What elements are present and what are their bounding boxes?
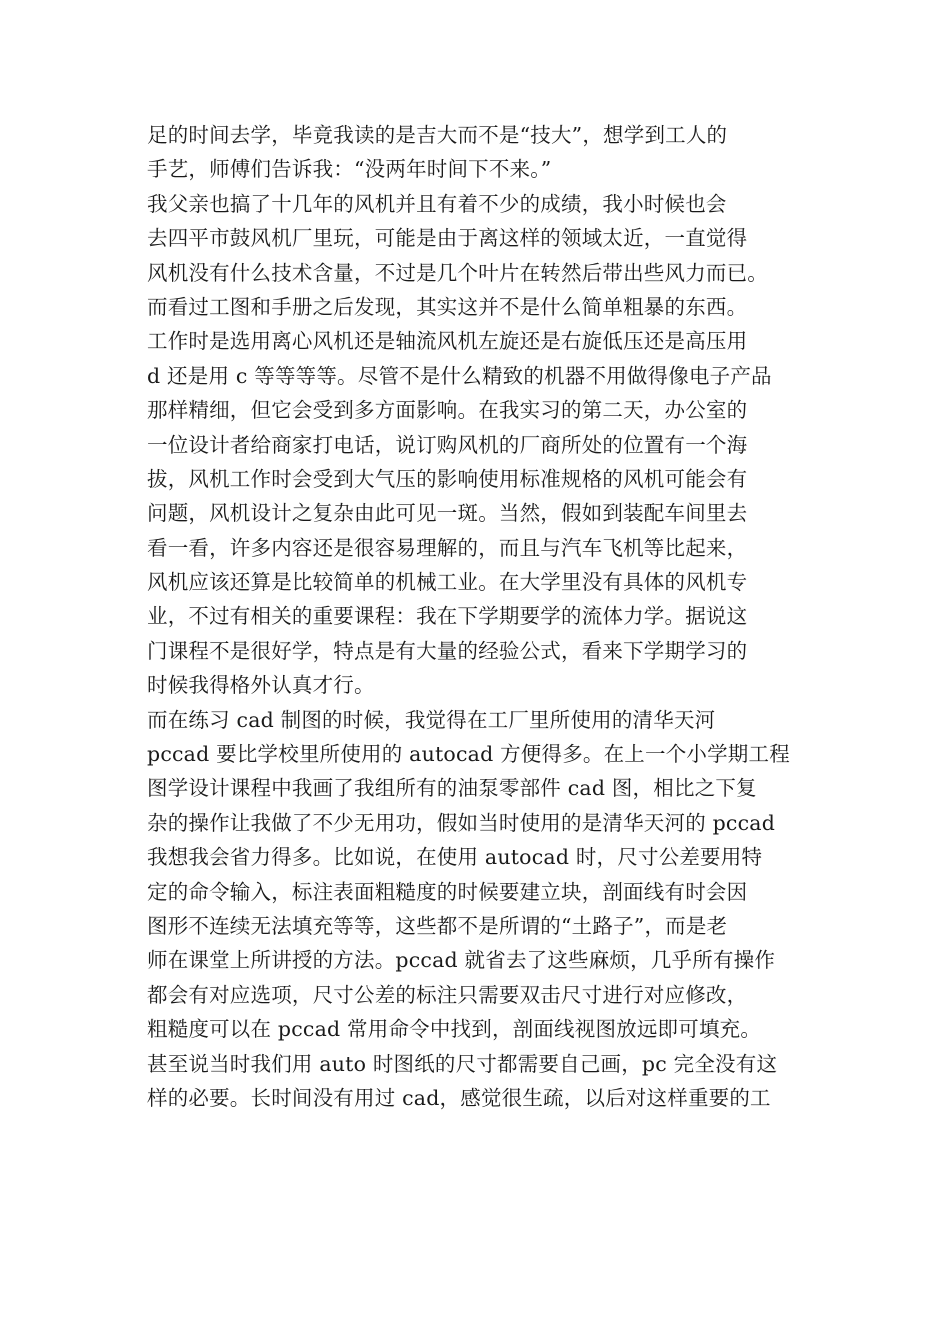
text-line: 而在练习 cad 制图的时候，我觉得在工厂里所使用的清华天河 — [147, 707, 716, 732]
text-line: 工作时是选用离心风机还是轴流风机左旋还是右旋低压还是高压用 — [147, 329, 748, 354]
text-line: 师在课堂上所讲授的方法。pccad 就省去了这些麻烦，几乎所有操作 — [147, 948, 776, 973]
text-line: 风机没有什么技术含量，不过是几个叶片在转然后带出些风力而已。 — [147, 260, 768, 285]
text-line: 我父亲也搞了十几年的风机并且有着不少的成绩，我小时候也会 — [147, 191, 727, 216]
text-line: 业，不过有相关的重要课程：我在下学期要学的流体力学。据说这 — [147, 604, 748, 629]
text-line: pccad 要比学校里所使用的 autocad 方便得多。在上一个小学期工程 — [147, 742, 790, 767]
text-line: 甚至说当时我们用 auto 时图纸的尺寸都需要自己画，pc 完全没有这 — [147, 1051, 778, 1076]
text-line: 时候我得格外认真才行。 — [147, 673, 375, 698]
text-line: 粗糙度可以在 pccad 常用命令中找到，剖面线视图放远即可填充。 — [147, 1017, 762, 1042]
text-line: 那样精细，但它会受到多方面影响。在我实习的第二天，办公室的 — [147, 398, 748, 423]
text-line: 门课程不是很好学，特点是有大量的经验公式，看来下学期学习的 — [147, 638, 748, 663]
text-line: 定的命令输入，标注表面粗糙度的时候要建立块，剖面线有时会因 — [147, 879, 748, 904]
text-line: 而看过工图和手册之后发现，其实这并不是什么简单粗暴的东西。 — [147, 294, 748, 319]
text-line: 杂的操作让我做了不少无用功，假如当时使用的是清华天河的 pccad — [147, 810, 776, 835]
text-line: 一位设计者给商家打电话，说订购风机的厂商所处的位置有一个海 — [147, 432, 748, 457]
text-line: 风机应该还算是比较简单的机械工业。在大学里没有具体的风机专 — [147, 570, 748, 595]
text-line: 我想我会省力得多。比如说，在使用 autocad 时，尺寸公差要用特 — [147, 845, 763, 870]
text-line: 样的必要。长时间没有用过 cad，感觉很生疏，以后对这样重要的工 — [147, 1085, 771, 1110]
text-line: 看一看，许多内容还是很容易理解的，而且与汽车飞机等比起来， — [147, 535, 748, 560]
text-line: 都会有对应选项，尺寸公差的标注只需要双击尺寸进行对应修改， — [147, 982, 748, 1007]
text-line: 图形不连续无法填充等等，这些都不是所谓的“土路子”，而是老 — [147, 913, 728, 938]
body-text — [147, 118, 812, 1115]
text-line: 问题，风机设计之复杂由此可见一斑。当然，假如到装配车间里去 — [147, 501, 748, 526]
text-line: 足的时间去学，毕竟我读的是吉大而不是“技大”，想学到工人的 — [147, 123, 728, 147]
text-line: 去四平市鼓风机厂里玩，可能是由于离这样的领域太近，一直觉得 — [147, 226, 748, 251]
text-line: d 还是用 c 等等等等。尽管不是什么精致的机器不用做得像电子产品 — [147, 363, 772, 388]
text-line: 拔，风机工作时会受到大气压的影响使用标准规格的风机可能会有 — [147, 466, 748, 491]
text-line: 图学设计课程中我画了我组所有的油泵零部件 cad 图，相比之下复 — [147, 776, 757, 801]
text-line: 手艺，师傅们告诉我：“没两年时间下不来。” — [147, 157, 552, 182]
